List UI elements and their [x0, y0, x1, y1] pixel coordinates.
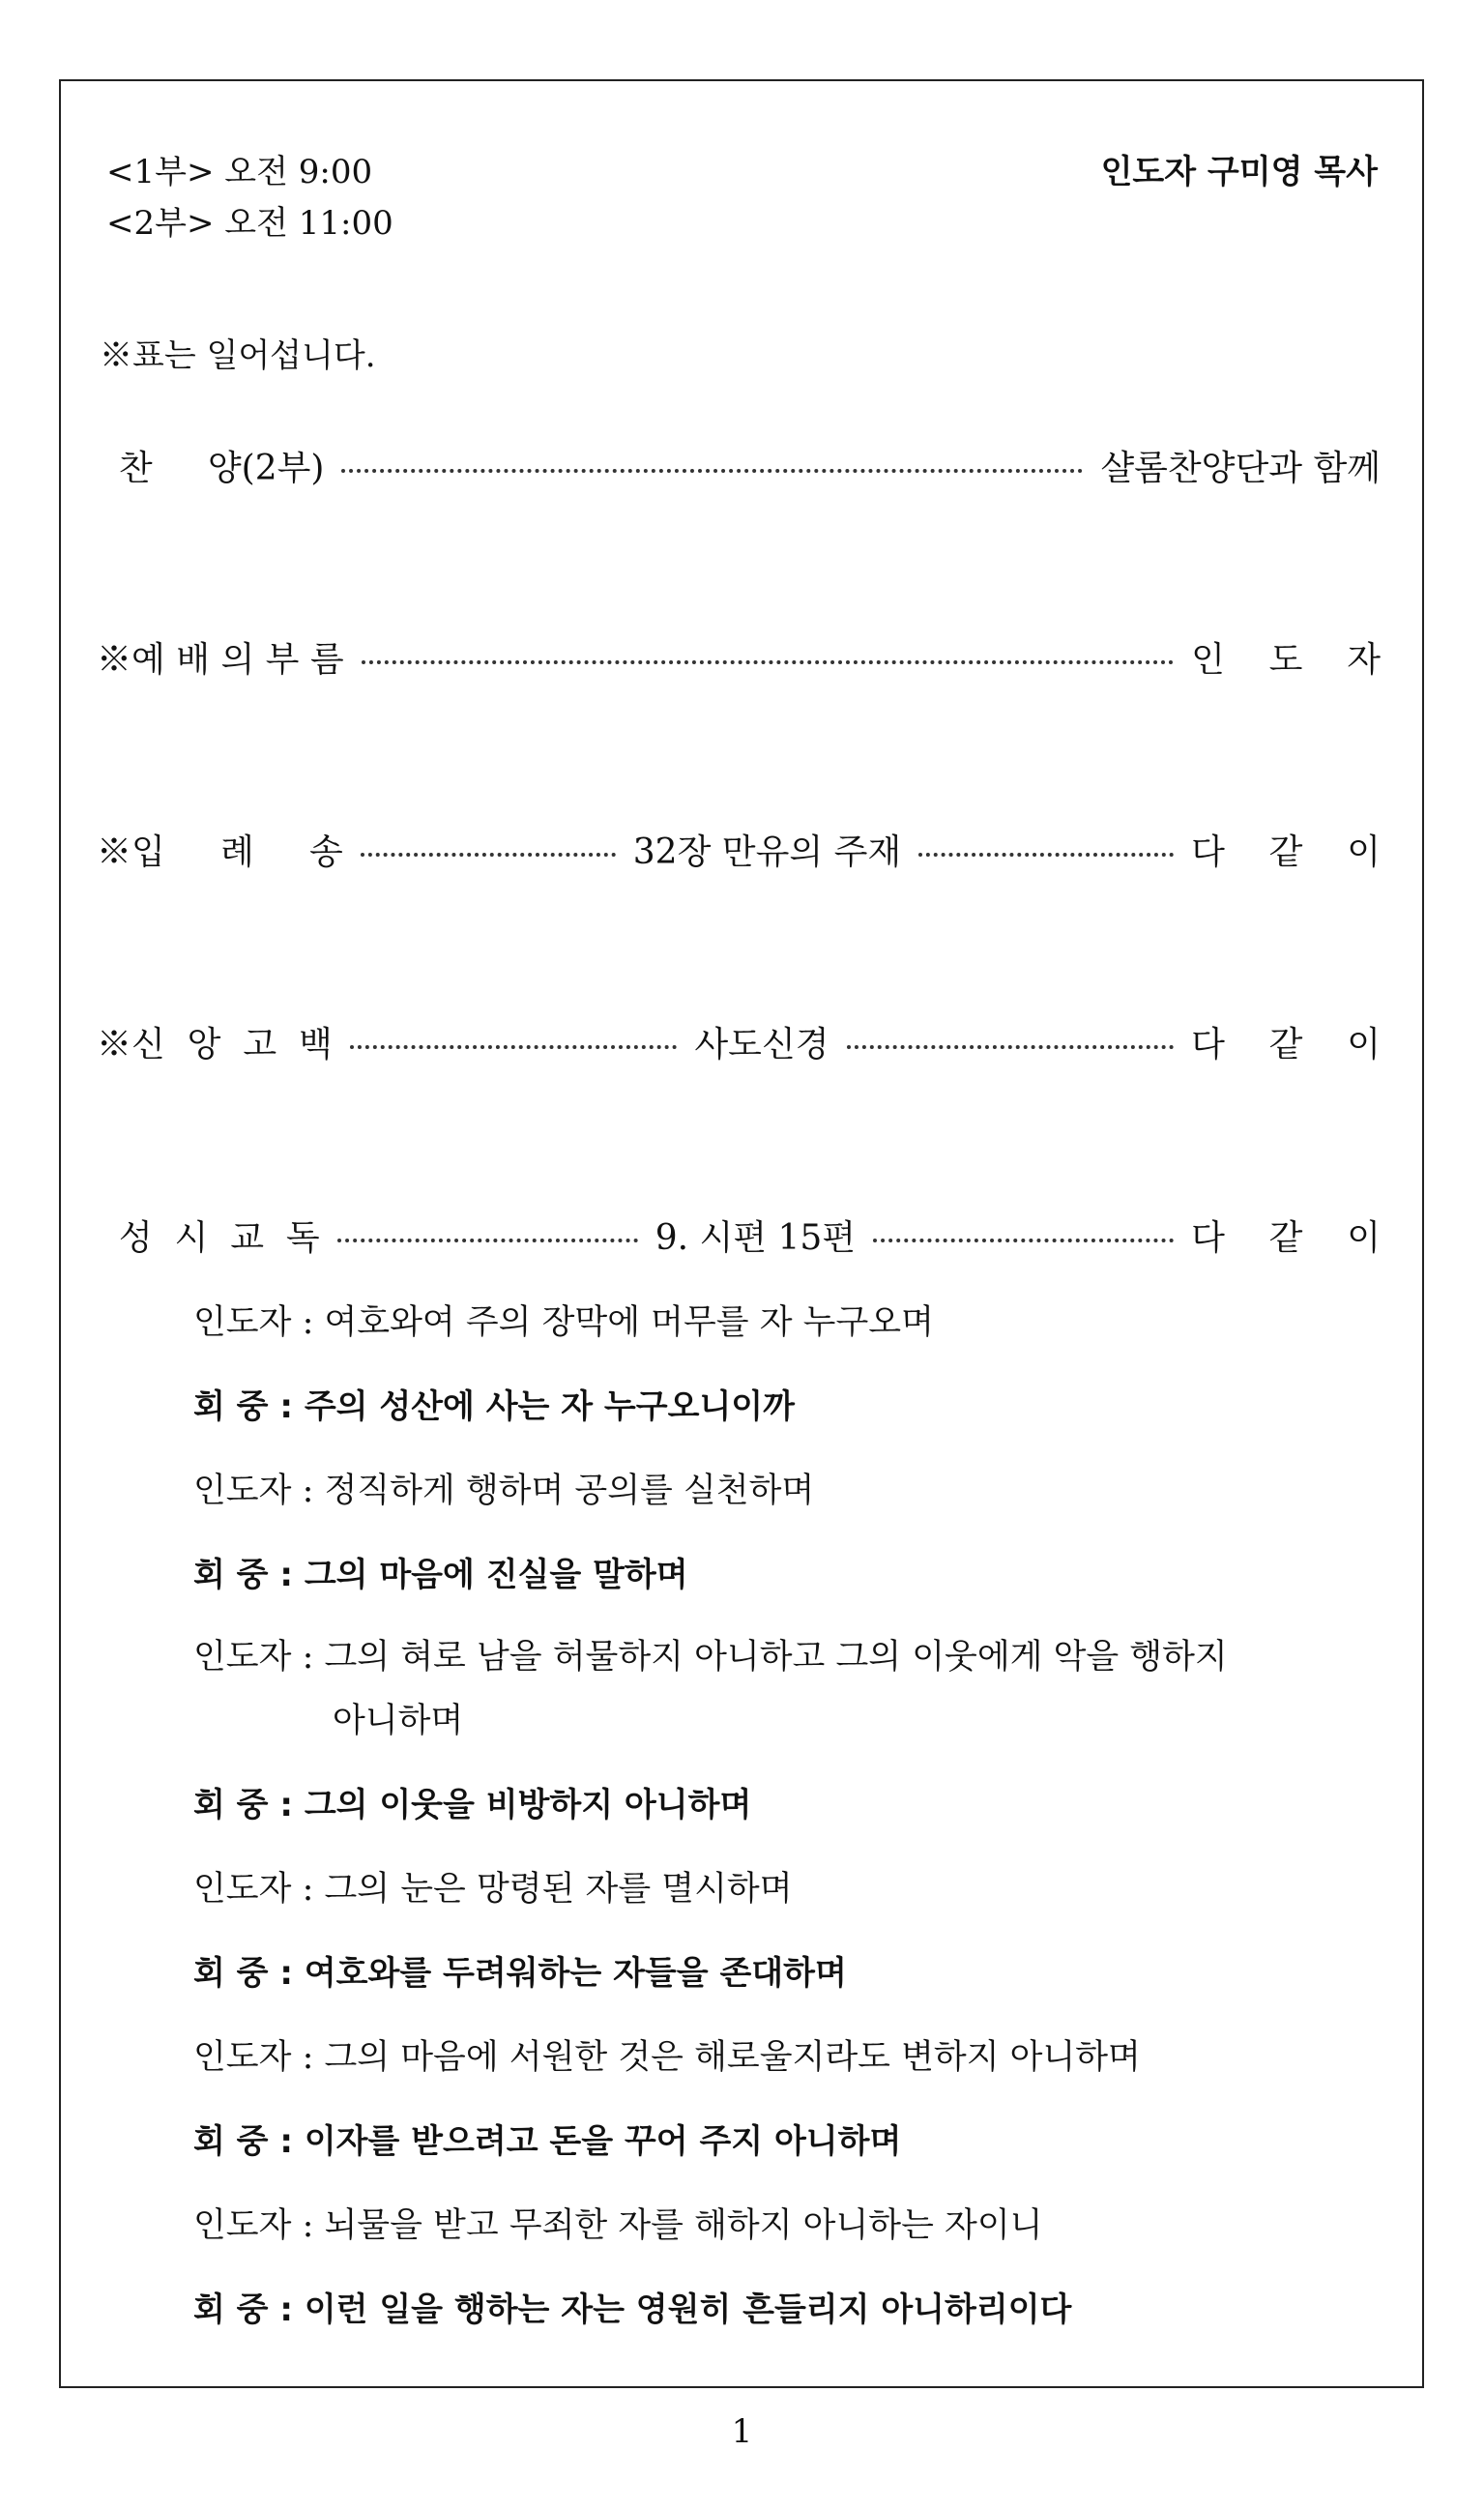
leader-dots: [918, 853, 1174, 857]
order-row-praise: [97, 441, 1381, 489]
reading-line-continued: [333, 1694, 463, 1742]
reading-line: 인도자 : 뇌물을 받고 무죄한 자를 해하지 아니하는 자이니: [193, 2206, 1043, 2245]
leader-dots: [361, 853, 616, 857]
reading-line: 인도자 : 그의 혀로 남을 허물하지 아니하고 그의 이웃에게 악을 행하지: [193, 1638, 1228, 1677]
reading-text: 정직하게 행하며 공의를 실천하며: [324, 1472, 815, 1510]
reading-speaker: 회 중: [193, 1954, 269, 1993]
reading-text: 그의 마음에 서원한 것은 해로울지라도 변하지 아니하며: [324, 2038, 1141, 2077]
order-detail: 사도신경: [694, 1024, 829, 1065]
order-row-opening-hymn: [97, 825, 1381, 873]
reading-text: 그의 마음에 진실을 말하며: [304, 1556, 688, 1594]
order-performer: 다 같 이: [1191, 831, 1381, 872]
leader-dots: [337, 1239, 638, 1242]
reading-line: 인도자 : 여호와여 주의 장막에 머무를 자 누구오며: [193, 1303, 934, 1342]
reading-text: 여호와여 주의 장막에 머무를 자 누구오며: [324, 1303, 934, 1342]
leader-dots: [362, 660, 1174, 664]
order-label: ※신 앙 고 백: [97, 1024, 333, 1065]
reading-line: 회 중 : 그의 이웃을 비방하지 아니하며: [193, 1786, 752, 1824]
leader-dots: [847, 1045, 1175, 1049]
reading-speaker: 회 중: [193, 1387, 269, 1426]
reading-speaker: 인도자: [193, 1870, 292, 1909]
reading-speaker: 인도자: [193, 1472, 292, 1510]
order-performer: 샬롬찬양단과 함께: [1100, 448, 1381, 488]
worship-leader: 인도자 구미영 목사: [1100, 153, 1378, 191]
session-1-time: <1부> 오전 9:00: [106, 153, 373, 191]
reading-speaker: 회 중: [193, 2122, 269, 2161]
order-label: ※입 례 송: [97, 831, 343, 872]
reading-text: 그의 혀로 남을 허물하지 아니하고 그의 이웃에게 악을 행하지: [324, 1638, 1228, 1677]
reading-text: 그의 이웃을 비방하지 아니하며: [304, 1786, 752, 1824]
page-number: 1: [731, 2412, 753, 2451]
session-2-time: <2부> 오전 11:00: [106, 204, 393, 243]
leader-dots: [873, 1239, 1174, 1242]
standing-note: ※표는 일어섭니다.: [100, 336, 376, 375]
order-row-call-to-worship: [97, 632, 1381, 681]
reading-text: 여호와를 두려워하는 자들을 존대하며: [304, 1954, 847, 1993]
reading-line: 회 중 : 여호와를 두려워하는 자들을 존대하며: [193, 1954, 847, 1993]
reading-line: 인도자 : 정직하게 행하며 공의를 실천하며: [193, 1472, 815, 1510]
order-row-responsive-reading: [97, 1211, 1381, 1259]
order-performer: 인 도 자: [1191, 639, 1381, 680]
reading-speaker: 인도자: [193, 2038, 292, 2077]
reading-line: 인도자 : 그의 눈은 망령된 자를 멸시하며: [193, 1870, 793, 1909]
reading-text: 주의 성산에 사는 자 누구오니이까: [304, 1387, 795, 1426]
reading-line: 회 중 : 그의 마음에 진실을 말하며: [193, 1556, 688, 1594]
order-performer: 다 같 이: [1191, 1024, 1381, 1065]
leader-dots: [350, 1045, 678, 1049]
reading-line: 회 중 : 주의 성산에 사는 자 누구오니이까: [193, 1387, 795, 1426]
reading-speaker: 인도자: [193, 1638, 292, 1677]
reading-speaker: 회 중: [193, 1786, 269, 1824]
reading-speaker: 인도자: [193, 2206, 292, 2245]
order-label: 찬 양(2부): [97, 448, 325, 488]
reading-speaker: 회 중: [193, 1556, 269, 1594]
order-detail: 9. 시편 15편: [655, 1217, 857, 1258]
reading-line: 인도자 : 그의 마음에 서원한 것은 해로울지라도 변하지 아니하며: [193, 2038, 1141, 2077]
reading-text: 아니하며: [333, 1702, 464, 1740]
order-row-creed: [97, 1017, 1381, 1065]
reading-text: 이자를 받으려고 돈을 꾸어 주지 아니하며: [304, 2122, 902, 2161]
order-performer: 다 같 이: [1191, 1217, 1381, 1258]
reading-line: 회 중 : 이런 일을 행하는 자는 영원히 흔들리지 아니하리이다: [193, 2290, 1072, 2329]
reading-speaker: 회 중: [193, 2290, 269, 2329]
reading-text: 그의 눈은 망령된 자를 멸시하며: [324, 1870, 793, 1909]
reading-speaker: 인도자: [193, 1303, 292, 1342]
order-detail: 32장 만유의 주재: [632, 831, 902, 872]
order-label: ※예 배 의 부 름: [97, 639, 344, 680]
reading-text: 뇌물을 받고 무죄한 자를 해하지 아니하는 자이니: [324, 2206, 1043, 2245]
reading-line: 회 중 : 이자를 받으려고 돈을 꾸어 주지 아니하며: [193, 2122, 902, 2161]
reading-text: 이런 일을 행하는 자는 영원히 흔들리지 아니하리이다: [304, 2290, 1072, 2329]
leader-dots: [341, 469, 1083, 473]
order-label: 성 시 교 독: [97, 1217, 320, 1258]
